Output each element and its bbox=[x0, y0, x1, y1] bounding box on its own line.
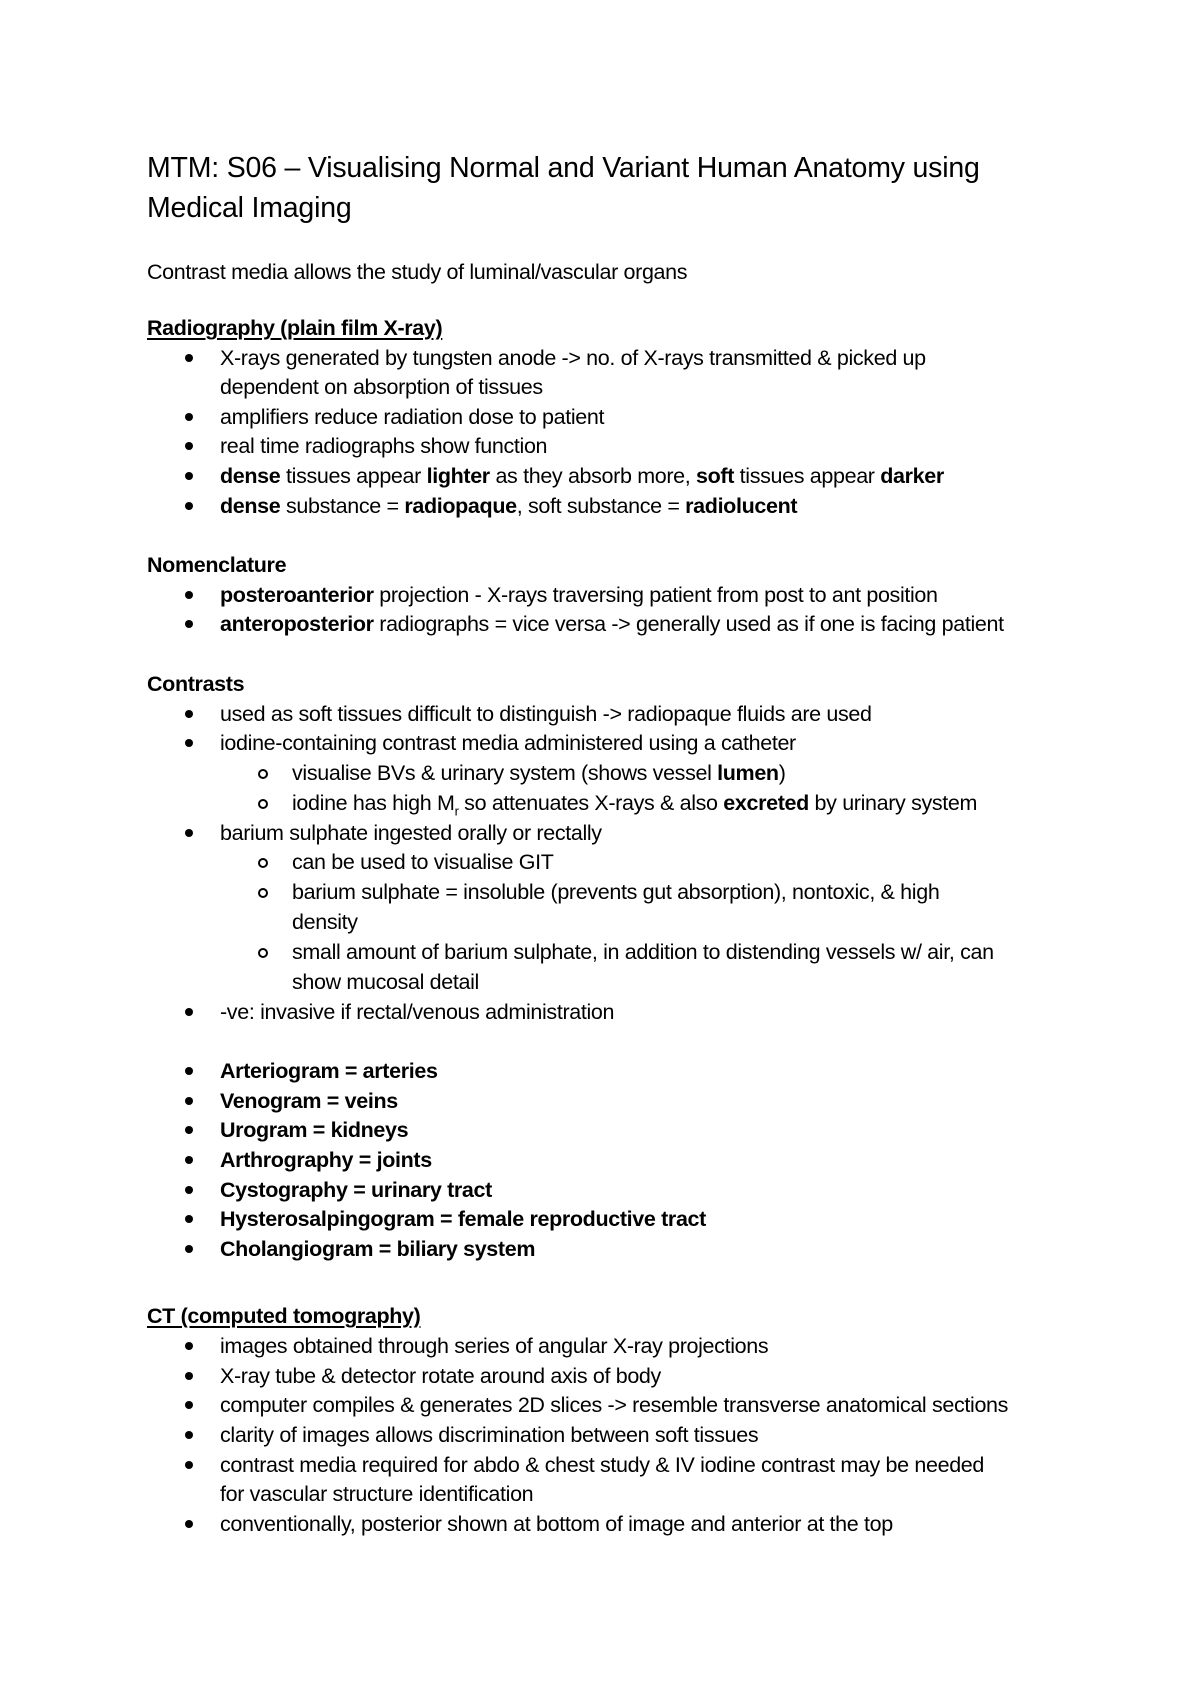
text-run: tissues appear bbox=[280, 464, 427, 488]
bullet-icon bbox=[185, 413, 193, 421]
text-run: as they absorb more, bbox=[489, 464, 697, 488]
contrasts-heading: Contrasts bbox=[147, 672, 245, 696]
text-run: so attenuates X-rays & also bbox=[458, 791, 724, 815]
text-run: substance = bbox=[280, 494, 405, 518]
bold-term: excreted bbox=[723, 791, 809, 815]
bullet-icon bbox=[185, 354, 193, 362]
bullet-icon bbox=[185, 1097, 193, 1105]
contrasts-sub-bullet-4-line-2: density bbox=[292, 910, 358, 934]
ct-bullet-6: conventionally, posterior shown at bottom of image and anterior at the top bbox=[220, 1512, 893, 1536]
bold-term: darker bbox=[880, 464, 944, 488]
bullet-icon bbox=[185, 1520, 193, 1528]
bullet-icon bbox=[185, 472, 193, 480]
bullet-icon bbox=[185, 1008, 193, 1016]
bullet-icon bbox=[185, 1156, 193, 1164]
document-title-line-2: Medical Imaging bbox=[147, 192, 352, 224]
bullet-icon bbox=[185, 1186, 193, 1194]
bold-term: radiopaque bbox=[404, 494, 517, 518]
contrasts-bullet-1: used as soft tissues difficult to distinguish -> radiopaque fluids are used bbox=[220, 702, 872, 726]
radiography-bullet-5 bbox=[220, 492, 797, 520]
text-run: ) bbox=[778, 761, 786, 785]
bullet-icon bbox=[185, 1431, 193, 1439]
bold-term: lighter bbox=[426, 464, 490, 488]
bullet-icon bbox=[185, 442, 193, 450]
contrasts-sub-bullet-5-line-2: show mucosal detail bbox=[292, 970, 479, 994]
bullet-icon bbox=[185, 1342, 193, 1350]
nomenclature-bullet-2 bbox=[220, 610, 1004, 638]
bold-term: dense bbox=[220, 464, 281, 488]
radiography-bullet-1-line-1: X-rays generated by tungsten anode -> no. of X-rays transmitted & picked up bbox=[220, 346, 926, 370]
text-run: visualise BVs & urinary system (shows vessel bbox=[292, 761, 718, 785]
intro-text: Contrast media allows the study of luminal/vascular organs bbox=[147, 260, 688, 284]
radiography-bullet-2: amplifiers reduce radiation dose to patient bbox=[220, 405, 605, 429]
subscript: r bbox=[454, 803, 459, 819]
ct-heading: CT (computed tomography) bbox=[147, 1304, 421, 1328]
ct-bullet-5-line-1: contrast media required for abdo & chest study & IV iodine contrast may be needed bbox=[220, 1453, 985, 1477]
contrasts-bullet-3: barium sulphate ingested orally or rectally bbox=[220, 821, 602, 845]
ct-bullet-5-line-2: for vascular structure identification bbox=[220, 1482, 534, 1506]
sub-bullet-icon bbox=[258, 799, 268, 809]
radiography-bullet-4 bbox=[220, 462, 944, 490]
term-item: Cystography = urinary tract bbox=[220, 1178, 492, 1202]
contrasts-sub-bullet-3: can be used to visualise GIT bbox=[292, 850, 554, 874]
bold-term: posteroanterior bbox=[220, 583, 374, 607]
contrasts-sub-bullet-5-line-1: small amount of barium sulphate, in addition to distending vessels w/ air, can bbox=[292, 940, 994, 964]
term-item: Cholangiogram = biliary system bbox=[220, 1237, 536, 1261]
contrasts-bullet-2: iodine-containing contrast media administered using a catheter bbox=[220, 731, 796, 755]
bullet-icon bbox=[185, 1126, 193, 1134]
nomenclature-heading: Nomenclature bbox=[147, 553, 287, 577]
bullet-icon bbox=[185, 1401, 193, 1409]
text-run: iodine has high M bbox=[292, 791, 455, 815]
text-run: by urinary system bbox=[808, 791, 978, 815]
document-title-line-1: MTM: S06 – Visualising Normal and Variant Human Anatomy using bbox=[147, 152, 980, 184]
text-run: projection - X-rays traversing patient from post to ant position bbox=[373, 583, 938, 607]
bold-term: lumen bbox=[717, 761, 779, 785]
term-item: Hysterosalpingogram = female reproductive tract bbox=[220, 1207, 706, 1231]
bullet-icon bbox=[185, 710, 193, 718]
bold-term: anteroposterior bbox=[220, 612, 374, 636]
bold-term: dense bbox=[220, 494, 281, 518]
text-run: tissues appear bbox=[734, 464, 881, 488]
bullet-icon bbox=[185, 1215, 193, 1223]
contrasts-sub-bullet-4-line-1: barium sulphate = insoluble (prevents gut absorption), nontoxic, & high bbox=[292, 880, 940, 904]
term-item: Arteriogram = arteries bbox=[220, 1059, 438, 1083]
contrasts-bullet-4: -ve: invasive if rectal/venous administration bbox=[220, 1000, 615, 1024]
sub-bullet-icon bbox=[258, 769, 268, 779]
sub-bullet-icon bbox=[258, 888, 268, 898]
term-item: Arthrography = joints bbox=[220, 1148, 432, 1172]
bullet-icon bbox=[185, 620, 193, 628]
term-item: Venogram = veins bbox=[220, 1089, 398, 1113]
bullet-icon bbox=[185, 591, 193, 599]
ct-bullet-1: images obtained through series of angular X-ray projections bbox=[220, 1334, 769, 1358]
bullet-icon bbox=[185, 829, 193, 837]
bullet-icon bbox=[185, 1245, 193, 1253]
ct-bullet-3: computer compiles & generates 2D slices -> resemble transverse anatomical sections bbox=[220, 1393, 1009, 1417]
bullet-icon bbox=[185, 739, 193, 747]
ct-bullet-4: clarity of images allows discrimination between soft tissues bbox=[220, 1423, 759, 1447]
ct-bullet-2: X-ray tube & detector rotate around axis of body bbox=[220, 1364, 661, 1388]
term-item: Urogram = kidneys bbox=[220, 1118, 409, 1142]
text-run: radiographs = vice versa -> generally used as if one is facing patient bbox=[373, 612, 1004, 636]
nomenclature-bullet-1 bbox=[220, 581, 938, 609]
radiography-bullet-3: real time radiographs show function bbox=[220, 434, 548, 458]
bold-term: soft bbox=[696, 464, 735, 488]
bullet-icon bbox=[185, 1067, 193, 1075]
bullet-icon bbox=[185, 1372, 193, 1380]
radiography-bullet-1-line-2: dependent on absorption of tissues bbox=[220, 375, 543, 399]
text-run: , soft substance = bbox=[516, 494, 686, 518]
radiography-heading: Radiography (plain film X-ray) bbox=[147, 316, 443, 340]
sub-bullet-icon bbox=[258, 948, 268, 958]
contrasts-sub-bullet-1 bbox=[292, 759, 786, 787]
bold-term: radiolucent bbox=[685, 494, 798, 518]
sub-bullet-icon bbox=[258, 858, 268, 868]
bullet-icon bbox=[185, 502, 193, 510]
bullet-icon bbox=[185, 1461, 193, 1469]
